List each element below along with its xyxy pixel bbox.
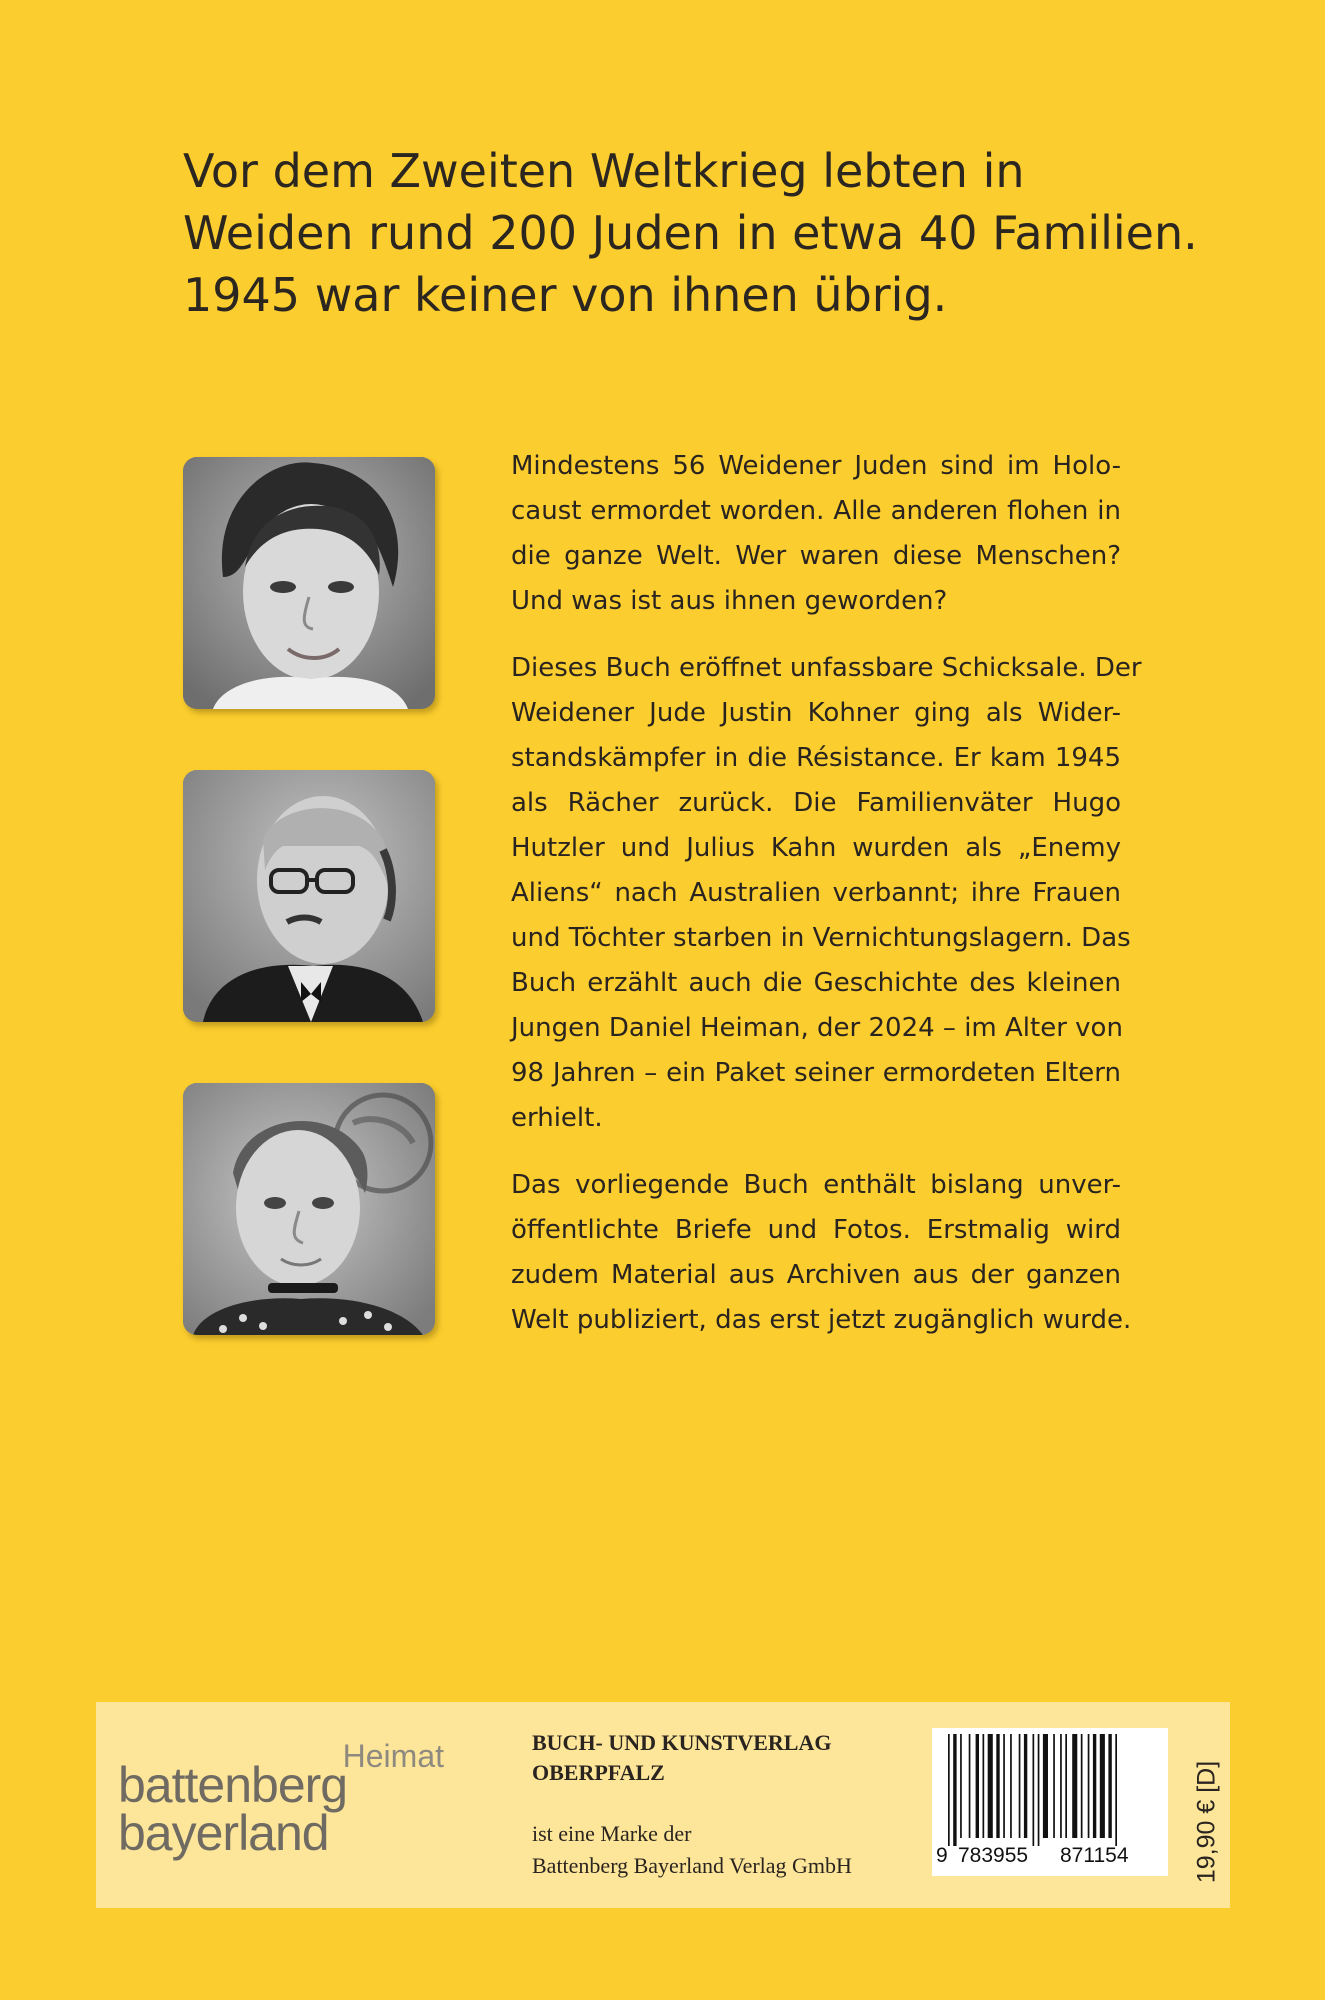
logo-line-2: bayerland xyxy=(118,1805,329,1861)
portrait-elderly-woman-icon xyxy=(183,1083,435,1335)
portrait-young-woman-icon xyxy=(183,457,435,709)
text-line: Aliens“ nach Australien verbannt; ihre Frauen xyxy=(511,878,1121,908)
text-line: Das vorliegende Buch enthält bislang unver- xyxy=(511,1170,1121,1200)
headline xyxy=(183,140,1198,326)
logo-heimat: Heimat xyxy=(342,1738,444,1774)
publisher-name xyxy=(532,1728,831,1788)
portrait-young-woman xyxy=(183,457,435,709)
body-text xyxy=(511,444,1142,1365)
text-line: standskämpfer in die Résistance. Er kam 1945 xyxy=(511,743,1121,773)
barcode-digit-group: 783955 xyxy=(958,1844,1029,1867)
imprint xyxy=(532,1818,852,1882)
publisher-line: BUCH- UND KUNSTVERLAG xyxy=(532,1730,832,1755)
headline-line: 1945 war keiner von ihnen übrig. xyxy=(183,268,948,322)
text-line: zudem Material aus Archiven aus der ganzen xyxy=(511,1260,1121,1290)
text-line: Weidener Jude Justin Kohner ging als Wider- xyxy=(511,698,1121,728)
text-line: öffentlichte Briefe und Fotos. Erstmalig wird xyxy=(511,1215,1121,1245)
text-line: die ganze Welt. Wer waren diese Menschen? xyxy=(511,541,1121,571)
headline-line: Weiden rund 200 Juden in etwa 40 Familien. xyxy=(183,206,1198,260)
barcode-digit-group: 871154 xyxy=(1060,1844,1129,1867)
publisher-logo xyxy=(118,1738,458,1878)
publisher-footer xyxy=(96,1702,1230,1908)
text-line: Dieses Buch eröffnet unfassbare Schicksale. Der xyxy=(511,653,1142,683)
text-line: caust ermordet worden. Alle anderen flohen in xyxy=(511,496,1121,526)
text-line: und Töchter starben in Vernichtungslagern. Das xyxy=(511,923,1131,953)
isbn-barcode xyxy=(932,1728,1168,1876)
price xyxy=(1192,1742,1222,1902)
paragraph-3 xyxy=(511,1163,1132,1343)
headline-line: Vor dem Zweiten Weltkrieg lebten in xyxy=(183,144,1025,198)
imprint-line: Battenberg Bayerland Verlag GmbH xyxy=(532,1853,852,1878)
publisher-line: OBERPFALZ xyxy=(532,1760,665,1785)
imprint-line: ist eine Marke der xyxy=(532,1821,692,1846)
barcode-icon xyxy=(946,1734,1156,1846)
portrait-man-glasses xyxy=(183,770,435,1022)
text-line: Und was ist aus ihnen geworden? xyxy=(511,586,948,616)
text-line: als Rächer zurück. Die Familienväter Hugo xyxy=(511,788,1121,818)
barcode-digit-group: 9 xyxy=(936,1844,948,1867)
price-label: 19,90 € [D] xyxy=(1192,1760,1221,1884)
paragraph-1 xyxy=(511,444,1121,624)
text-line: Buch erzählt auch die Geschichte des kleinen xyxy=(511,968,1121,998)
paragraph-2 xyxy=(511,646,1142,1141)
text-line: Jungen Daniel Heiman, der 2024 – im Alter von xyxy=(511,1013,1123,1043)
portrait-elderly-woman xyxy=(183,1083,435,1335)
text-line: erhielt. xyxy=(511,1103,603,1133)
text-line: Mindestens 56 Weidener Juden sind im Holo- xyxy=(511,451,1121,481)
portrait-man-glasses-icon xyxy=(183,770,435,1022)
text-line: Welt publiziert, das erst jetzt zugänglich wurde. xyxy=(511,1305,1132,1335)
text-line: 98 Jahren – ein Paket seiner ermordeten Eltern xyxy=(511,1058,1121,1088)
logo-line-1: battenberg xyxy=(118,1757,348,1813)
text-line: Hutzler und Julius Kahn wurden als „Enemy xyxy=(511,833,1121,863)
